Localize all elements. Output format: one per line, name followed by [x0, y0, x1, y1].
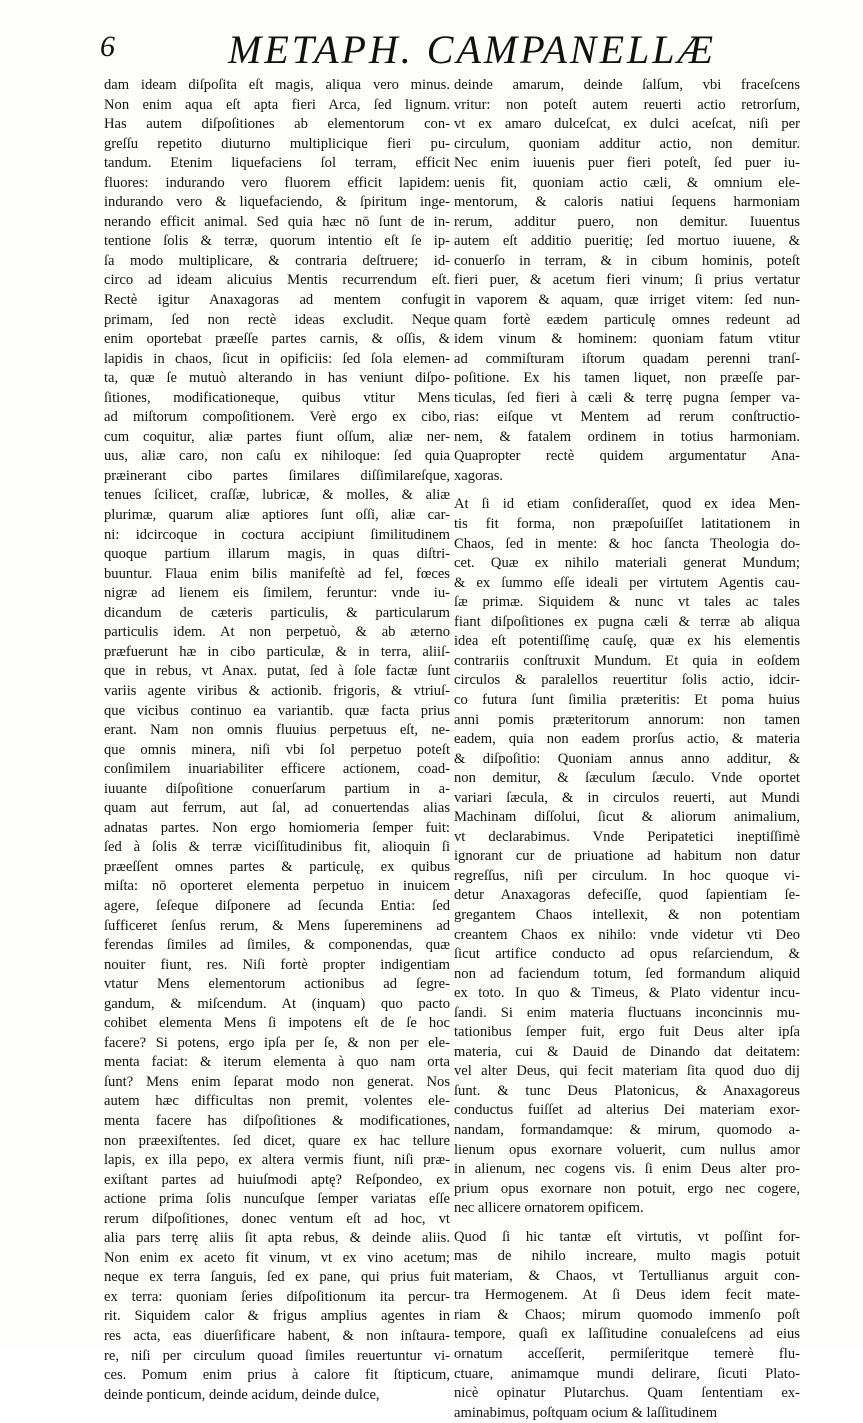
text-line: nicè opinatur Plutarchus. Quam ſententiam ex-: [454, 1385, 800, 1402]
text-line: uenis fit, quoniam actio cæli, & omnium ele-: [454, 174, 800, 191]
text-line: in alienum, nec cogens vis. ſi enim Deus alter pro-: [454, 1161, 800, 1178]
text-line: ex toto. In quo & Timeus, & Plato videntur incu-: [454, 985, 800, 1002]
text-line: idem vinum & hominem: quoniam fatum vtitur: [454, 331, 800, 348]
text-line: lienum opus exornare voluerit, cum nullus amor: [454, 1141, 800, 1158]
text-line: Non enim ex aceto fit vinum, vt ex vino acetum;: [104, 1249, 450, 1266]
text-line: Machinam diſſolui, ſicut & aliorum animalium,: [454, 809, 800, 826]
text-line: autem hæc difficultas non premit, volentes ele-: [104, 1093, 450, 1110]
text-line: cohibet elementa Mens ſi impotens eſt de ſe hoc: [104, 1015, 450, 1032]
text-line: exiſtant partes ad huiuſmodi aptę? Reſpondeo, ex: [104, 1171, 450, 1188]
text-line: facere? Si potens, ergo ipſa per ſe, & non per ele-: [104, 1034, 450, 1051]
text-line: agere, ſeſeque diſponere ad ſecunda Entia: ſed: [104, 897, 450, 914]
text-line: tentione ſolis & terræ, quorum intentio eſt ſe ip-: [104, 233, 450, 250]
text-line: ces. Pomum enim prius à calore fit ſtipticum,: [104, 1367, 450, 1384]
text-line: tenues ſcilicet, craſſæ, lubricæ, & molles, & aliæ: [104, 487, 450, 504]
text-line: vtatur Mens elementorum actionibus ad ſegre-: [104, 976, 450, 993]
text-line: contrariis conſtruxit Mundum. Et quia in eoſdem: [454, 652, 800, 669]
text-line: xagoras.: [454, 467, 504, 484]
text-line: regreſſus, niſi per circulum. In hoc quoque vi-: [454, 867, 800, 884]
text-line: co futura ſunt ſimilia præteritis: Et poma huius: [454, 691, 800, 708]
text-line: ſæ primæ. Siquidem & nunc vt tales ac tales: [454, 594, 800, 611]
text-line: nerando efficit animal. Sed quia hæc nō ſunt de in-: [104, 213, 450, 230]
text-line: fluores: indurando vero fluorem efficit lapidem:: [104, 174, 450, 191]
text-line: non ad faciendum totum, ſed formandum aliquid: [454, 965, 800, 982]
text-line: mentorum, & caloris natiui ſequens harmoniam: [454, 194, 800, 211]
text-line: enim oportebat præeſſe partes carnis, & oſſis, &: [104, 331, 450, 348]
text-line: primam, ſed non rectè ideas excludit. Neque: [104, 311, 450, 328]
text-line: cet. Quæ ex nihilo materiali generat Mundum;: [454, 555, 800, 572]
text-line: adnatas partes. Non ergo homiomeria ſemper fuit:: [104, 819, 450, 836]
text-line: ni: idcircoque in coctura accipiunt ſimilitudinem: [104, 526, 450, 543]
text-line: eadem, quia non eadem prorſus actio, & materia: [454, 731, 800, 748]
text-line: circo ad ideam alicuius Mentis recurrendum eſt.: [104, 272, 450, 289]
text-line: re, niſi per circulum quoad ſimiles reuertuntur vi-: [104, 1347, 450, 1364]
text-line: ſitiones, modificationeque, quibus vtitur Mens: [104, 389, 450, 406]
text-line: miſta: nō oporteret elementa perpetuo in inuicem: [104, 878, 450, 895]
text-line: uus, aliæ caro, non caſu ex nihiloque: ſed quia: [104, 448, 450, 465]
text-line: quam aut ferrum, aut ſal, ad conuertendas alias: [104, 800, 450, 817]
text-line: præeſſent omnes partes & particulę, ex quibus: [104, 858, 450, 875]
text-line: Quod ſi hic tantæ eſt virtutis, vt poſſint for-: [454, 1228, 800, 1245]
text-line: vel alter Deus, qui fecit materiam ſita quod duo dij: [454, 1063, 800, 1080]
text-line: riam & Chaos; mirum quomodo immenſo poſt: [454, 1306, 800, 1323]
text-line: ad miſtorum compoſitionem. Verè ergo ex cibo,: [104, 409, 450, 426]
text-line: cum coquitur, aliæ partes fiunt oſſum, aliæ ner-: [104, 428, 450, 445]
text-line: detur Anaxagoras defeciſſe, quod ſapientiam ſe-: [454, 887, 800, 904]
text-line: buuntur. Flaua enim bilis manifeſtè ad fel, fœces: [104, 565, 450, 582]
text-line: in vaporem & aquam, quæ irriget vitem: ſed nun-: [454, 292, 800, 309]
text-line: variari ſæcula, & in circulos reuerti, aut Mundi: [454, 789, 800, 806]
text-line: nec allicere ornatorem opificem.: [454, 1200, 644, 1217]
text-line: erant. Nam non omnis fluuius perpetuus eſt, ne-: [104, 722, 450, 739]
text-line: ſufficeret ſenſus rerum, & Mens ſupereminens ad: [104, 917, 450, 934]
text-line: tra Hermogenem. At ſi Deus idem fecit mate-: [454, 1287, 800, 1304]
text-line: gandum, & miſcendum. At (inquam) quo pacto: [104, 995, 450, 1012]
text-line: Non enim aqua eſt apta fieri Arca, ſed lignum.: [104, 96, 450, 113]
text-line: præfuerunt hæ in cibo particulæ, & in terra, aliiſ-: [104, 643, 450, 660]
text-line: nouiter fiunt, res. Niſi fortè propter indigentiam: [104, 956, 450, 973]
text-line: alia pars terrę aliis ſit apta rebus, & deinde aliis.: [104, 1230, 450, 1247]
text-line: menta faciat: & iterum elementa à quo nam orta: [104, 1054, 450, 1071]
paragraph: [454, 1228, 800, 1423]
text-line: res acta, eas diuerſificare habent, & non inſtaura-: [104, 1328, 450, 1344]
text-line: quam fortè eædem particulę omnes redeunt ad: [454, 311, 800, 328]
text-line: ticulas, ſed fieri à cæli & terrę pugna ſemper va-: [454, 389, 800, 406]
left-text-column: [104, 76, 450, 1405]
text-line: At ſi id etiam conſideraſſet, quod ex idea Men-: [454, 496, 800, 513]
text-line: ſunt? Mens enim ſeparat modo non generat. Nos: [104, 1073, 450, 1090]
running-title: METAPH. CAMPANELLÆ: [228, 27, 717, 72]
text-line: conductus fuiſſet ad alterius Dei materiam exor-: [454, 1102, 800, 1119]
text-line: que omnis minera, niſi vbi ſol perpetuo poteſt: [104, 741, 450, 758]
text-line: lapis, ex illa pepo, ex altera vermis fiunt, niſi præ-: [104, 1152, 450, 1169]
text-line: dicandum de cæteris particulis, & particularum: [104, 604, 450, 621]
right-text-column: [454, 76, 800, 1423]
text-line: deinde amarum, deinde ſalſum, vbi fraceſcens: [454, 77, 800, 93]
text-line: neque ex terra ſanguis, ſed ex pane, qui prius fuit: [104, 1269, 450, 1286]
text-line: conſimilem inuariabiliter efficere actionem, coad-: [104, 761, 450, 778]
text-line: rerum diſpoſitiones, donec ventum eſt ad hoc, vt: [104, 1210, 450, 1227]
text-line: & ex ſummo eſſe ideali per virtutem Agentis cau-: [454, 574, 800, 591]
text-line: vt declarabimus. Vnde Peripatetici ineptiſſimè: [454, 828, 800, 845]
text-line: idea eſt potentiſſimę cauſę, quæ ex his elementis: [454, 633, 800, 650]
text-line: præinerant cibo partes ſimilares diſſimilareſque,: [104, 467, 450, 484]
text-line: ignorant cur de priuatione ad habitum non datur: [454, 848, 800, 865]
text-line: ferendas ſimiles ad ſimiles, & componendas, quæ: [104, 937, 450, 954]
text-line: variis agente viribus & actionib. frigoris, & vtriuſ-: [104, 682, 450, 699]
text-line: que in rebus, vt Anax. putat, ſed à ſole factæ ſunt: [104, 663, 450, 680]
text-line: indurando vero & liquefaciendo, & ſpiritum inge-: [104, 194, 450, 211]
text-line: que vicibus continuo ea variantib. quæ facta prius: [104, 702, 450, 719]
text-line: Nec enim iuuenis puer fieri poteſt, ſed puer iu-: [454, 155, 800, 172]
text-line: greſſu repetito diuturno multiplicique fieri pu-: [104, 135, 450, 152]
text-line: ſicut artifice conducto ad opus reſarciendum, &: [454, 946, 800, 963]
text-line: ſa modo multiplicare, & contraria deſtruere; id-: [104, 252, 450, 269]
text-line: vritur: non poteſt autem reuerti actio retrorſum,: [454, 96, 800, 113]
text-line: circulos & paralellos reuertitur ſolis actio, idcir-: [454, 672, 800, 689]
text-line: Has autem diſpoſitiones ab elementorum con-: [104, 116, 450, 133]
text-line: ex terra: quoniam ſeries diſpoſitionum ita percur-: [104, 1288, 450, 1305]
text-line: nandam, formandamque: & mirum, quomodo a-: [454, 1121, 800, 1138]
text-line: rias: eiſque vt Mentem ad rerum conſtructio-: [454, 409, 800, 426]
text-line: conuerſo in terram, & in cibum hominis, poteſt: [454, 252, 800, 269]
text-line: Rectè igitur Anaxagoras ad mentem confugit: [104, 292, 450, 309]
text-line: nem, & fatalem ordinem in totius harmoniam.: [454, 428, 800, 445]
text-line: ad commiſturam iſtorum quadam perenni tranſ-: [454, 350, 800, 367]
text-line: ſandi. Si enim materia fluctuans inconcinnis mu-: [454, 1004, 800, 1021]
text-line: aminabimus, poſtquam ocium & laſſitudinem: [454, 1404, 718, 1421]
text-line: iuuante diſpoſitione conuerſarum partium in a-: [104, 780, 450, 797]
text-line: tationibus ſemper fuit, ergo fuit Deus alter ipſa: [454, 1024, 800, 1041]
text-line: nigræ ad lienem eis ſimilem, feruntur: vnde iu-: [104, 585, 450, 602]
text-line: ta, quæ ſe mutuò alterando in has veniunt diſpo-: [104, 370, 450, 387]
text-line: gregantem Chaos intellexit, & non potentiam: [454, 906, 800, 923]
text-line: prium opus exornare non potuit, ergo nec cogere,: [454, 1180, 800, 1197]
text-line: ſed à ſolis & terræ viciſſitudinibus fit, alioquin ſi: [104, 839, 450, 856]
text-line: tempore, quaſi ex laſſitudine conualeſcens ad eius: [454, 1326, 800, 1343]
text-line: menta facere has diſpoſitiones & modificationes,: [104, 1112, 450, 1129]
text-line: rit. Siquidem calor & frigus amplius agentes in: [104, 1308, 450, 1325]
paragraph: [454, 76, 800, 486]
text-line: materia, cui & Dauid de Dinando dat deitatem:: [454, 1043, 800, 1060]
paragraph: [454, 495, 800, 1218]
text-line: vt ex amaro dulceſcat, ex dulci aceſcat, niſi per: [454, 116, 800, 133]
text-line: circulum, quoniam additur actio, non demitur.: [454, 135, 800, 152]
text-line: particulis idem. At non perpetuò, & ab æterno: [104, 624, 450, 641]
text-line: deinde ponticum, deinde acidum, deinde dulce,: [104, 1386, 380, 1403]
text-line: & diſpoſitio: Quoniam annus anno additur, &: [454, 750, 800, 767]
text-line: Quapropter rectè quidem argumentatur Ana-: [454, 448, 800, 465]
text-line: non demitur, & ſæculum ſæculo. Vnde oportet: [454, 770, 800, 787]
text-line: plurimæ, quarum aliæ aptiores ſunt oſſi, aliæ car-: [104, 507, 450, 524]
text-line: actione prima ſolis nuncuſque ſemper variatas eſſe: [104, 1191, 450, 1208]
page-header: [100, 26, 800, 76]
text-line: fieri puer, & acetum fieri vinum; ſi prius vertatur: [454, 272, 800, 289]
text-line: autem eſt additio pueritię; ſed mortuo iuuene, &: [454, 233, 800, 250]
text-line: ctuare, animamque mundi delirare, ſicuti Plato-: [454, 1365, 800, 1382]
page-number: 6: [100, 30, 115, 63]
text-line: ſunt. & tunc Deus Platonicus, & Anaxagoreus: [454, 1082, 800, 1099]
text-line: quoque partium illarum magis, in quas diſtri-: [104, 546, 450, 563]
text-line: mas de nihilo increare, multo magis potuit: [454, 1248, 800, 1265]
text-line: poſitione. Ex his tamen liquet, non præeſſe par-: [454, 370, 800, 387]
text-line: fiant diſpoſitiones ex pugna cæli & terræ ab aliqua: [454, 613, 800, 630]
text-line: tis fit forma, non præpoſuiſſet latitationem in: [454, 516, 800, 533]
text-line: Chaos, ſed in mente: & hoc ſancta Theologia do-: [454, 535, 800, 552]
text-line: dam ideam diſpoſita eſt magis, aliqua vero minus.: [104, 77, 450, 93]
text-line: tandum. Etenim liquefaciens ſol terram, efficit: [104, 155, 450, 172]
text-line: anni pomis præteritorum annorum: non tamen: [454, 711, 800, 728]
text-line: ornatum acceſſerit, permiſeritque temerè flu-: [454, 1346, 800, 1362]
text-line: creantem Chaos ex nihilo: vnde videtur vti Deo: [454, 926, 800, 943]
text-line: rerum, additur puero, non demitur. Iuuentus: [454, 213, 800, 230]
text-line: materiam, & Chaos, vt Tertullianus arguit con-: [454, 1267, 800, 1284]
text-line: non præexiſtentes. ſed dicet, quare ex hac tellure: [104, 1132, 450, 1149]
text-line: lapidis in chaos, ſicut in opificiis: ſed ſola elemen-: [104, 350, 450, 367]
